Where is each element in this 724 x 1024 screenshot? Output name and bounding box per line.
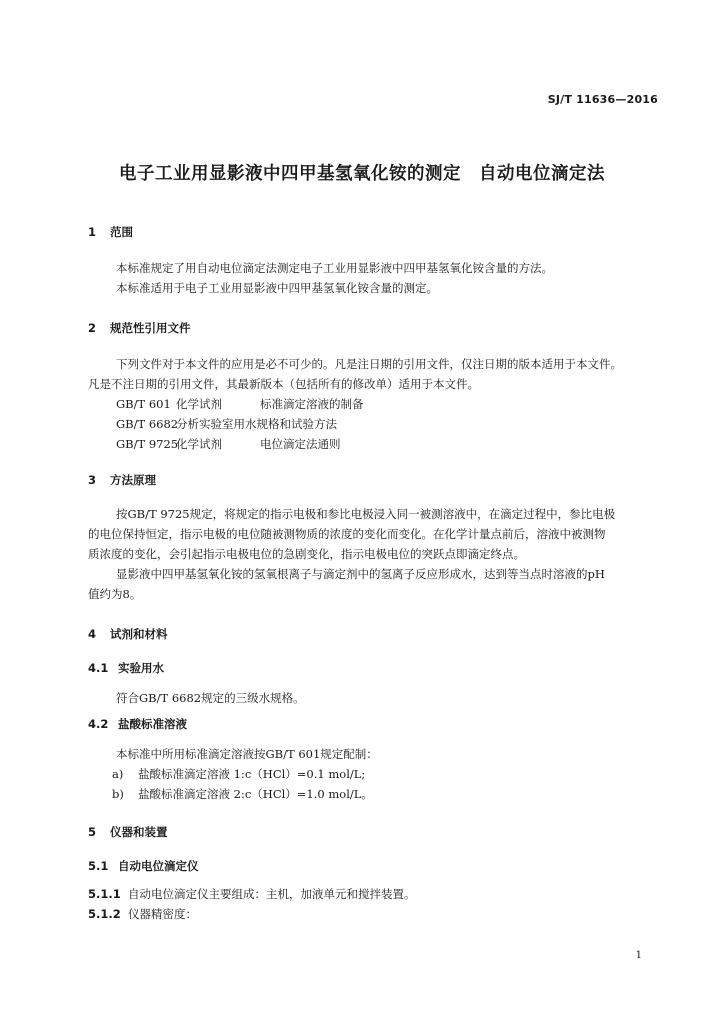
list-item <box>112 764 365 784</box>
section-title: 方法原理 <box>110 473 156 487</box>
reference-title: 电位滴定法通则 <box>260 437 341 451</box>
paragraph-line: 质浓度的变化，会引起指示电极电位的急剧变化，指示电极电位的突跃点即滴定终点。 <box>88 547 525 561</box>
clause-text: 仪器精密度： <box>128 907 197 921</box>
reference-entry <box>116 394 364 414</box>
clause-number: 5.1.1 <box>88 887 121 901</box>
subsection-heading-4-2 <box>88 716 187 732</box>
paragraph: 本标准适用于电子工业用显影液中四甲基氢氧化铵含量的测定。 <box>116 281 438 295</box>
paragraph-line: 凡是不注日期的引用文件，其最新版本（包括所有的修改单）适用于本文件。 <box>88 377 479 391</box>
standard-code: SJ/T 11636—2016 <box>547 93 658 106</box>
section-title: 试剂和材料 <box>110 627 168 641</box>
clause-5-1-1 <box>88 884 416 904</box>
section-heading-2 <box>88 320 191 336</box>
list-text: 盐酸标准滴定溶液 1:c（HCl）=0.1 mol/L; <box>138 767 366 781</box>
reference-entry <box>116 434 341 454</box>
paragraph: 本标准中所用标准滴定溶液按GB/T 601规定配制： <box>116 747 378 761</box>
section-heading-5 <box>88 824 168 840</box>
document-title: 电子工业用显影液中四甲基氢氧化铵的测定 自动电位滴定法 <box>119 164 605 184</box>
section-number: 3 <box>88 473 97 487</box>
subsection-title: 盐酸标准溶液 <box>118 717 187 731</box>
list-marker: b) <box>112 787 124 801</box>
section-number: 2 <box>88 321 97 335</box>
reference-name: 化学试剂 <box>176 437 222 451</box>
paragraph-line: 的电位保持恒定，指示电极的电位随被测物质的浓度的变化而变化。在化学计量点前后，溶液中被测物 <box>88 527 606 541</box>
section-title: 规范性引用文件 <box>110 321 191 335</box>
reference-entry <box>116 414 337 434</box>
reference-name: 化学试剂 <box>176 397 222 411</box>
list-item <box>112 784 373 804</box>
section-number: 5 <box>88 825 97 839</box>
subsection-number: 5.1 <box>88 859 109 873</box>
paragraph-line: 值约为8。 <box>88 587 142 601</box>
paragraph-line: 下列文件对于本文件的应用是必不可少的。凡是注日期的引用文件，仅注日期的版本适用于本文件。 <box>116 357 622 371</box>
paragraph: 符合GB/T 6682规定的三级水规格。 <box>116 691 305 705</box>
clause-number: 5.1.2 <box>88 907 121 921</box>
subsection-number: 4.1 <box>88 661 109 675</box>
subsection-heading-5-1 <box>88 858 199 874</box>
subsection-title: 自动电位滴定仪 <box>118 859 199 873</box>
section-heading-1 <box>88 224 133 240</box>
paragraph: 本标准规定了用自动电位滴定法测定电子工业用显影液中四甲基氢氧化铵含量的方法。 <box>116 261 553 275</box>
section-number: 4 <box>88 627 97 641</box>
section-title: 范围 <box>110 225 133 239</box>
reference-code: GB/T 6682 <box>116 417 179 431</box>
list-marker: a) <box>112 767 124 781</box>
clause-text: 自动电位滴定仪主要组成：主机，加液单元和搅拌装置。 <box>128 887 416 901</box>
clause-5-1-2 <box>88 904 197 924</box>
reference-code: GB/T 601 <box>116 397 171 411</box>
section-title: 仪器和装置 <box>110 825 168 839</box>
reference-code: GB/T 9725 <box>116 437 179 451</box>
subsection-number: 4.2 <box>88 717 109 731</box>
page-number: 1 <box>635 950 642 961</box>
reference-title: 标准滴定溶液的制备 <box>260 397 364 411</box>
paragraph-line: 按GB/T 9725规定，将规定的指示电极和参比电极浸入同一被测溶液中，在滴定过程中，参比电极 <box>116 507 616 521</box>
reference-name: 分析实验室用水规格和试验方法 <box>176 417 337 431</box>
subsection-title: 实验用水 <box>118 661 164 675</box>
section-number: 1 <box>88 225 97 239</box>
paragraph-line: 显影液中四甲基氢氧化铵的氢氧根离子与滴定剂中的氢离子反应形成水，达到等当点时溶液的pH <box>116 567 605 581</box>
section-heading-4 <box>88 626 168 642</box>
list-text: 盐酸标准滴定溶液 2:c（HCl）=1.0 mol/L。 <box>138 787 373 801</box>
section-heading-3 <box>88 472 156 488</box>
subsection-heading-4-1 <box>88 660 164 676</box>
